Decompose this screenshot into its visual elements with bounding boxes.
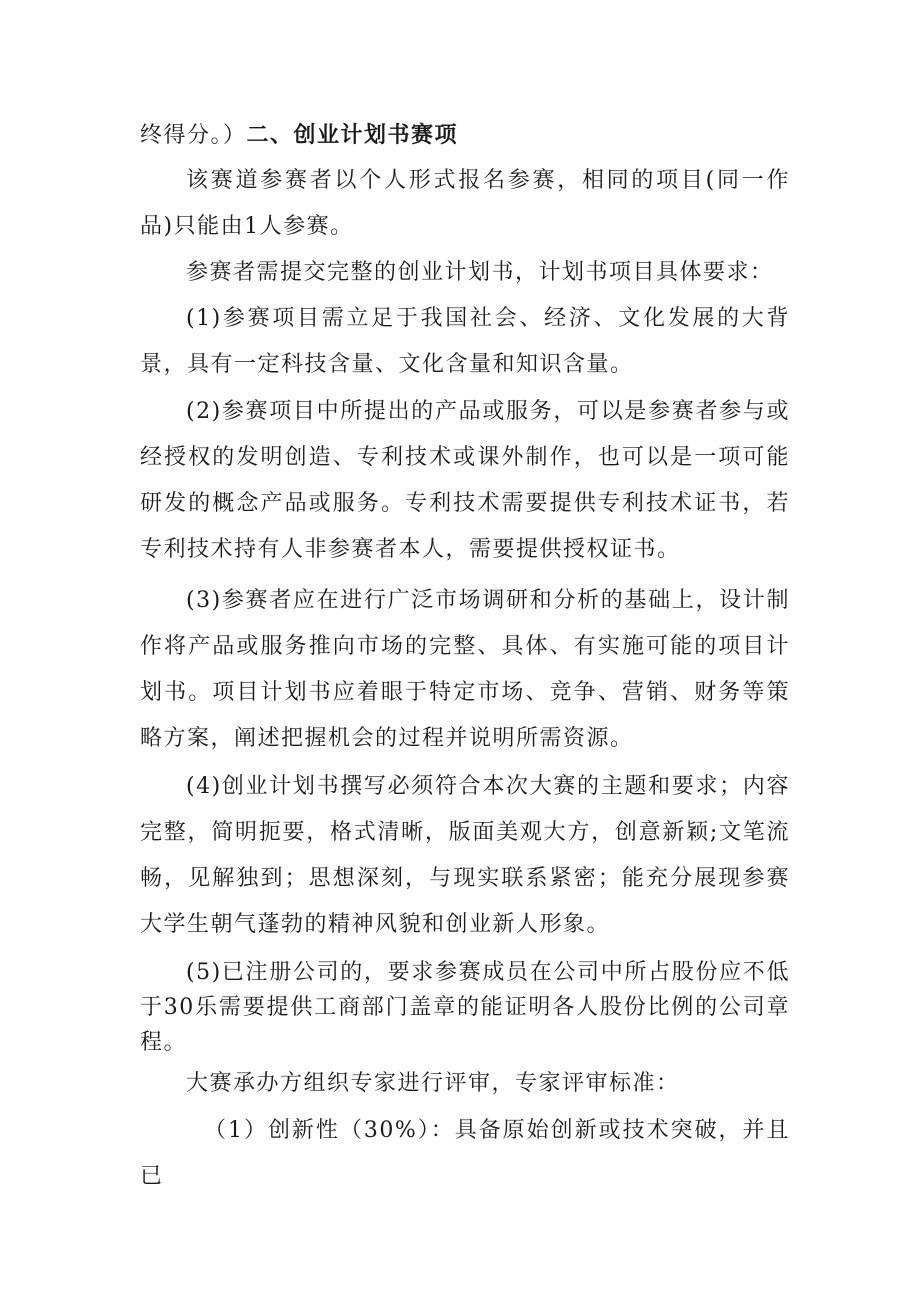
paragraph-requirement-2: (2)参赛项目中所提出的产品或服务，可以是参赛者参与或经授权的发明创造、专利技术或课外制作，也可以是一项可能研发的概念产品或服务。专利技术需要提供专利技术证书，若专利技术持有人非参赛者本人，需要提供授权证书。 [140, 399, 790, 562]
section-heading: 二、创业计划书赛项 [246, 122, 459, 148]
paragraph-requirement-4: (4)创业计划书撰写必须符合本次大赛的主题和要求；内容完整，简明扼要，格式清晰，版面美观大方，创意新颖;文笔流畅，见解独到；思想深刻，与现实联系紧密；能充分展现参赛大学生朝气蓬勃的精神风貌和创业新人形象。 [140, 774, 790, 937]
paragraph-requirement-1: (1)参赛项目需立足于我国社会、经济、文化发展的大背景，具有一定科技含量、文化含量和知识含量。 [140, 306, 790, 377]
paragraph-requirement-5: (5)已注册公司的，要求参赛成员在公司中所占股份应不低于30乐需要提供工商部门盖章的能证明各人股份比例的公司章程。 [140, 960, 790, 1055]
previous-section-end: 终得分。） [140, 123, 247, 148]
paragraph-review-intro: 大赛承办方组织专家进行评审，专家评审标准： [186, 1071, 680, 1096]
paragraph-requirement-3: (3)参赛者应在进行广泛市场调研和分析的基础上，设计制作将产品或服务推向市场的完整、具体、有实施可能的项目计划书。项目计划书应着眼于特定市场、竞争、营销、财务等策略方案，阐述把握机会的过程并说明所需资源。 [140, 588, 790, 751]
paragraph-requirements-intro: 参赛者需提交完整的创业计划书，计划书项目具体要求： [186, 260, 774, 285]
heading-line [140, 112, 790, 159]
paragraph-criterion-1: （1）创新性（30%）：具备原始创新或技术突破，并且已 [140, 1118, 790, 1189]
paragraph-entry-rule: 该赛道参赛者以个人形式报名参赛，相同的项目(同一作品)只能由1人参赛。 [140, 168, 790, 239]
